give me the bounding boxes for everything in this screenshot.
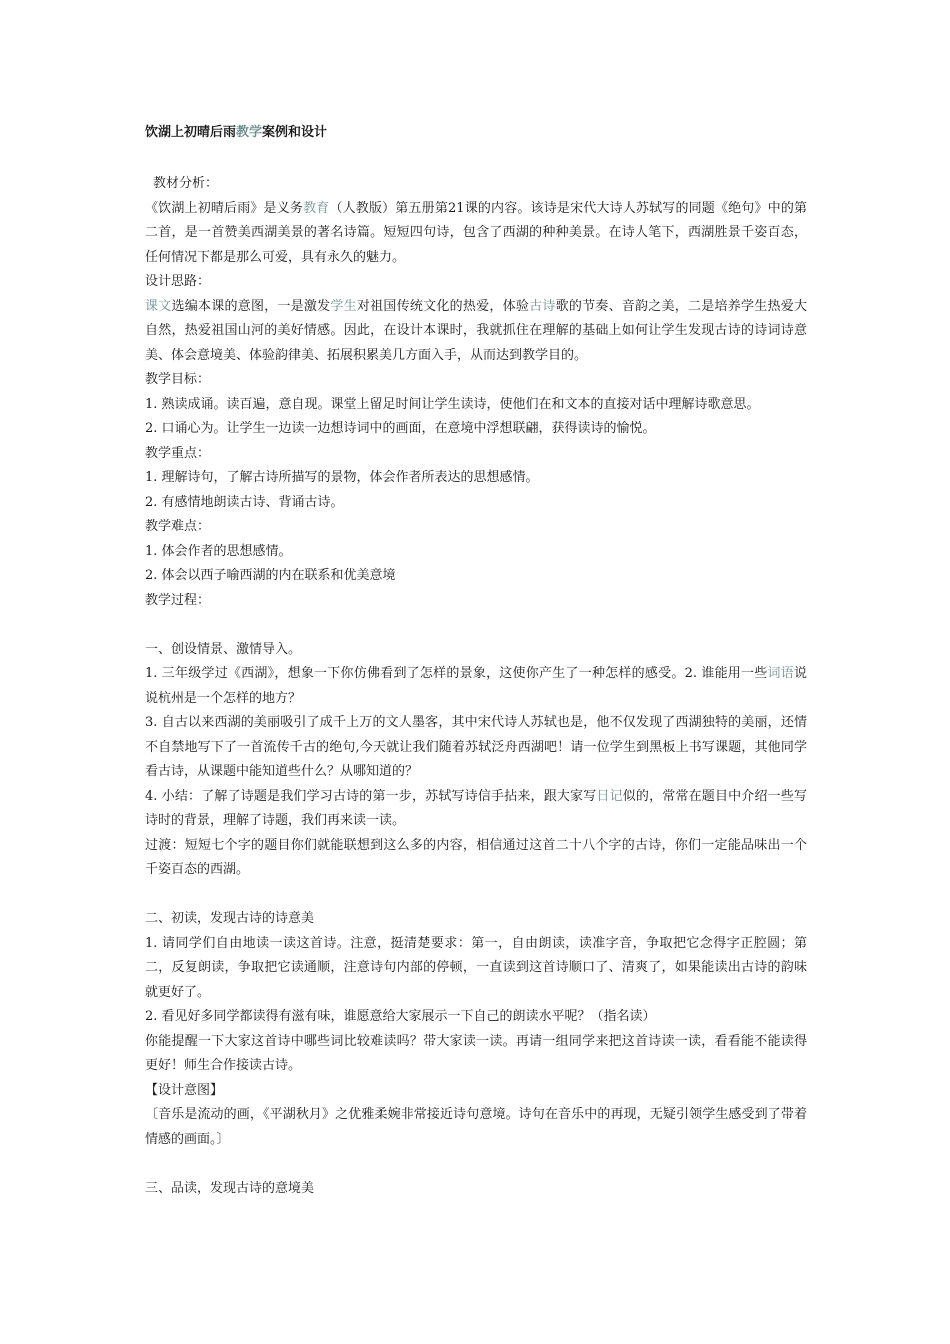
blank-line bbox=[145, 613, 807, 638]
section-1-heading: 一、创设情景、激情导入。 bbox=[145, 641, 302, 657]
design-paragraph: 课文选编本课的意图，一是激发学生对祖国传统文化的热爱，体验古诗歌的节奏、音韵之美，二是培养学生热爱大自然，热爱祖国山河的美好情感。因此，在设计本课时，我就抓住在理解的基础上如何让学生发现古诗的诗词诗意美、体会意境美、体验韵律美、拓展积累美几方面入手，从而达到教学目的。 bbox=[145, 298, 807, 363]
section-3-heading: 三、品读，发现古诗的意境美 bbox=[145, 1180, 315, 1196]
link-xuesheng[interactable]: 学生 bbox=[330, 298, 357, 314]
analysis-heading: 教材分析： bbox=[153, 176, 219, 191]
section-1-item-3: 3. 自古以来西湖的美丽吸引了成千上万的文人墨客，其中宋代诗人苏轼也是，他不仅发现了西湖独特的美丽，还情不自禁地写下了一首流传千古的绝句,今天就让我们随着苏轼泛舟西湖吧！请一位学生到黑板上书写课题，其他同学看古诗，从课题中能知道些什么？从哪知道的？ bbox=[145, 715, 807, 779]
focus-item-2: 2. 有感情地朗读古诗、背诵古诗。 bbox=[145, 494, 344, 510]
blank-line bbox=[145, 883, 807, 908]
goal-item-2: 2. 口诵心为。让学生一边读一边想诗词中的画面，在意境中浮想联翩，获得读诗的愉悦。 bbox=[145, 421, 656, 436]
section-1-item-1: 1. 三年级学过《西湖》，想象一下你仿佛看到了怎样的景象，这使你产生了一种怎样的感受。2. 谁能用一些词语说说杭州是一个怎样的地方？ bbox=[145, 666, 807, 706]
analysis-paragraph: 《饮湖上初晴后雨》是义务教育（人教版）第五册第21课的内容。该诗是宋代大诗人苏轼写的同题《绝句》中的第二首，是一首赞美西湖美景的著名诗篇。短短四句诗，包含了西湖的种种美景。在诗人笔下，西湖胜景千姿百态，任何情况下都是那么可爱，具有永久的魅力。 bbox=[145, 200, 807, 265]
document-title: 饮湖上初晴后雨教学案例和设计 bbox=[145, 125, 328, 140]
process-heading: 教学过程： bbox=[145, 592, 211, 608]
difficulty-heading: 教学难点： bbox=[145, 519, 211, 534]
focus-item-1: 1. 理解诗句，了解古诗所描写的景物，体会作者所表达的思想感情。 bbox=[145, 470, 539, 485]
goals-heading: 教学目标： bbox=[145, 372, 211, 387]
section-2-heading: 二、初读，发现古诗的诗意美 bbox=[145, 911, 315, 926]
section-2-intent: 〔音乐是流动的画，《平湖秋月》之优雅柔婉非常接近诗句意境。诗句在音乐中的再现，无疑引领学生感受到了带着情感的画面。〕 bbox=[145, 1107, 807, 1147]
section-2-item-2: 2. 看见好多同学都读得有滋有味，谁愿意给大家展示一下自己的朗读水平呢？（指名读） bbox=[145, 1009, 656, 1024]
design-heading: 设计思路： bbox=[145, 274, 211, 289]
document-page bbox=[145, 124, 807, 1201]
goal-item-1: 1. 熟读成诵。读百遍，意自现。课堂上留足时间让学生读诗，使他们在和文本的直接对话中理解诗歌意思。 bbox=[145, 396, 760, 412]
link-gushi[interactable]: 古诗 bbox=[529, 298, 556, 314]
link-riji[interactable]: 日记 bbox=[596, 788, 623, 804]
link-kewen[interactable]: 课文 bbox=[145, 298, 172, 314]
title-link-jiaoxue[interactable]: 教学 bbox=[236, 125, 263, 140]
section-1-transition: 过渡：短短七个字的题目你们就能联想到这么多的内容，相信通过这首二十八个字的古诗，你们一定能品味出一个千姿百态的西湖。 bbox=[145, 837, 807, 877]
section-1-item-4: 4. 小结：了解了诗题是我们学习古诗的第一步，苏轼写诗信手拈来，跟大家写日记似的，常常在题目中介绍一些写诗时的背景，理解了诗题，我们再来读一读。 bbox=[145, 788, 807, 828]
section-2-intent-heading: 【设计意图】 bbox=[145, 1082, 224, 1098]
focus-heading: 教学重点： bbox=[145, 445, 211, 461]
difficulty-item-2: 2. 体会以西子喻西湖的内在联系和优美意境 bbox=[145, 568, 396, 583]
section-2-item-3: 你能提醒一下大家这首诗中哪些词比较难读吗？带大家读一读。再请一组同学来把这首诗读一读，看看能不能读得更好！师生合作接读古诗。 bbox=[145, 1033, 807, 1073]
blank-line bbox=[145, 1152, 807, 1177]
link-jiaoyu[interactable]: 教育 bbox=[303, 200, 330, 216]
link-ciyu[interactable]: 词语 bbox=[767, 666, 794, 681]
difficulty-item-1: 1. 体会作者的思想感情。 bbox=[145, 543, 292, 559]
section-2-item-1: 1. 请同学们自由地读一读这首诗。注意，挺清楚要求：第一，自由朗读，读准字音，争取把它念得字正腔圆；第二，反复朗读，争取把它读通顺，注意诗句内部的停顿，一直读到这首诗顺口了、清爽了，如果能读出古诗的韵味就更好了。 bbox=[145, 935, 807, 1000]
